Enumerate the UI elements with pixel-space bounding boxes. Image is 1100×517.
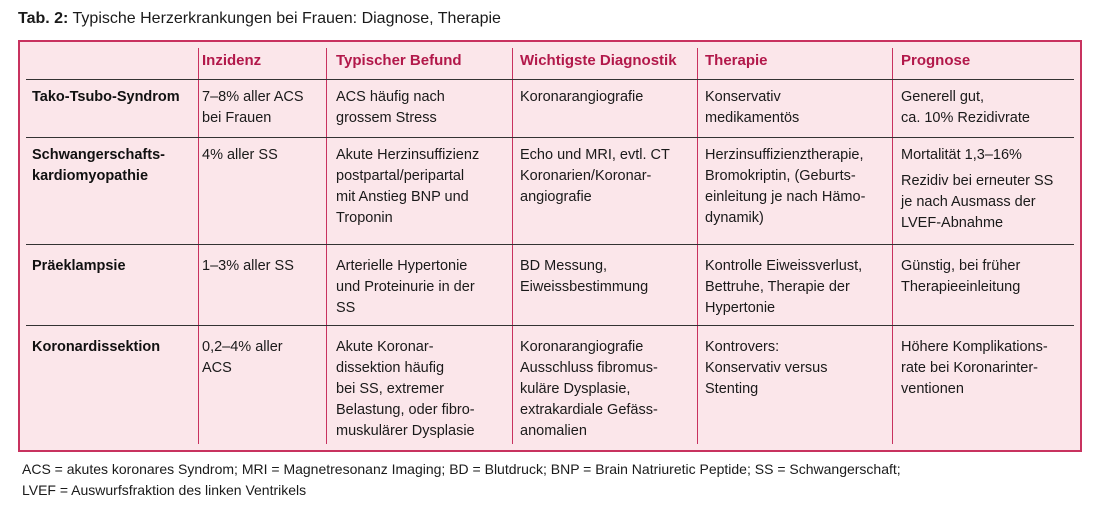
- cell-therapie-line: Kontrolle Eiweissverlust,: [705, 258, 863, 274]
- cell-diagnostik-line: Ausschluss fibromus-: [520, 360, 658, 376]
- cell-therapie-line: dynamik): [705, 210, 764, 226]
- cell-befund-line: grossem Stress: [336, 110, 437, 126]
- table-cell-diagnostik: [520, 87, 643, 108]
- cell-befund-line: bei SS, extremer: [336, 381, 444, 397]
- cell-prognose-line: LVEF-Abnahme: [901, 215, 1004, 231]
- table-caption: [18, 10, 501, 28]
- cell-inzidenz-line: 1–3% aller SS: [202, 258, 294, 274]
- cell-befund-line: Akute Koronar-: [336, 339, 434, 355]
- row-header: [32, 145, 165, 187]
- row-header: [32, 256, 126, 277]
- cell-befund-line: Akute Herzinsuffizienz: [336, 147, 480, 163]
- table-cell-therapie: [705, 145, 865, 229]
- cell-therapie-line: Konservativ: [705, 89, 781, 105]
- cell-befund-line: SS: [336, 300, 356, 316]
- table-cell-prognose: [901, 87, 1030, 129]
- table-caption-text: Typische Herzerkrankungen bei Frauen: Diagnose, Therapie: [72, 10, 501, 27]
- table-cell-befund: [336, 87, 445, 129]
- row-divider: [26, 325, 1074, 326]
- cell-prognose-line: Rezidiv bei erneuter SS: [901, 173, 1054, 189]
- table-cell-inzidenz: [202, 337, 283, 379]
- cell-therapie-line: Kontrovers:: [705, 339, 780, 355]
- cell-inzidenz-line: bei Frauen: [202, 110, 272, 126]
- cell-therapie-line: Bromokriptin, (Geburts-: [705, 168, 856, 184]
- cell-diagnostik-line: extrakardiale Gefäss-: [520, 402, 658, 418]
- row-divider: [26, 137, 1074, 138]
- table-footnote: [22, 459, 901, 501]
- cell-prognose-line: rate bei Koronarinter-: [901, 360, 1039, 376]
- table-cell-diagnostik: [520, 337, 658, 442]
- cell-diagnostik-line: angiografie: [520, 189, 592, 205]
- row-header-line: Schwangerschafts-: [32, 147, 165, 163]
- cell-befund-line: muskulärer Dysplasie: [336, 423, 475, 439]
- cell-befund-line: mit Anstieg BNP und: [336, 189, 469, 205]
- column-divider: [892, 48, 893, 444]
- column-header-therapie: Therapie: [705, 52, 768, 69]
- cell-therapie-line: Herzinsuffizienztherapie,: [705, 147, 864, 163]
- cell-diagnostik-line: Koronarangiografie: [520, 339, 644, 355]
- column-divider: [198, 48, 199, 444]
- cell-diagnostik-line: Eiweissbestimmung: [520, 279, 649, 295]
- column-header-diagnostik: Wichtigste Diagnostik: [520, 52, 677, 69]
- cell-diagnostik-line: Koronarangiografie: [520, 89, 644, 105]
- table-cell-befund: [336, 256, 475, 319]
- row-header: [32, 337, 160, 358]
- cell-befund-line: Arterielle Hypertonie: [336, 258, 468, 274]
- cell-therapie-line: Hypertonie: [705, 300, 776, 316]
- row-header-line: Tako-Tsubo-Syndrom: [32, 89, 180, 105]
- cell-prognose-line: je nach Ausmass der: [901, 194, 1036, 210]
- cell-prognose-line: ca. 10% Rezidivrate: [901, 110, 1030, 126]
- cell-befund-line: postpartal/peripartal: [336, 168, 465, 184]
- row-header-line: Koronardissektion: [32, 339, 161, 355]
- column-divider: [697, 48, 698, 444]
- table-cell-diagnostik: [520, 145, 670, 208]
- table-cell-prognose: [901, 256, 1020, 298]
- cell-diagnostik-line: Echo und MRI, evtl. CT: [520, 147, 670, 163]
- cell-therapie-line: einleitung je nach Hämo-: [705, 189, 866, 205]
- cell-therapie-line: Bettruhe, Therapie der: [705, 279, 850, 295]
- cell-prognose-line: Generell gut,: [901, 89, 985, 105]
- table-caption-label: Tab. 2:: [18, 10, 69, 27]
- cell-diagnostik-line: Koronarien/Koronar-: [520, 168, 652, 184]
- row-divider: [26, 244, 1074, 245]
- footnote-line: ACS = akutes koronares Syndrom; MRI = Magnetresonanz Imaging; BD = Blutdruck; BNP = Brain Natriuretic Peptide; SS = Schwangerschaft;: [22, 461, 901, 477]
- table-cell-diagnostik: [520, 256, 648, 298]
- cell-prognose-line: Günstig, bei früher: [901, 258, 1021, 274]
- table-cell-befund: [336, 145, 479, 229]
- column-header-inzidenz: Inzidenz: [202, 52, 262, 69]
- cell-befund-line: Belastung, oder fibro-: [336, 402, 475, 418]
- cell-prognose-line: Therapieeinleitung: [901, 279, 1021, 295]
- row-header-line: Präeklampsie: [32, 258, 126, 274]
- row-header-line: kardiomyopathie: [32, 168, 149, 184]
- cell-prognose-line: ventionen: [901, 381, 964, 397]
- cell-inzidenz-line: 4% aller SS: [202, 147, 278, 163]
- column-divider: [512, 48, 513, 444]
- row-header: [32, 87, 180, 108]
- header-divider: [26, 79, 1074, 80]
- table-cell-therapie: [705, 87, 799, 129]
- table-cell-prognose: [901, 145, 1053, 234]
- cell-diagnostik-line: BD Messung,: [520, 258, 608, 274]
- cell-inzidenz-line: 0,2–4% aller: [202, 339, 283, 355]
- cell-inzidenz-line: 7–8% aller ACS: [202, 89, 304, 105]
- cell-befund-line: Troponin: [336, 210, 393, 226]
- cell-therapie-line: medikamentös: [705, 110, 800, 126]
- cell-befund-line: und Proteinurie in der: [336, 279, 475, 295]
- cell-prognose-line: Höhere Komplikations-: [901, 339, 1048, 355]
- cell-inzidenz-line: ACS: [202, 360, 232, 376]
- column-header-befund: Typischer Befund: [336, 52, 462, 69]
- footnote-line: LVEF = Auswurfsfraktion des linken Ventrikels: [22, 482, 307, 498]
- table-cell-inzidenz: [202, 145, 278, 166]
- cell-befund-line: dissektion häufig: [336, 360, 445, 376]
- table-cell-therapie: [705, 256, 862, 319]
- table-cell-therapie: [705, 337, 828, 400]
- cell-therapie-line: Stenting: [705, 381, 759, 397]
- cell-befund-line: ACS häufig nach: [336, 89, 445, 105]
- table-cell-inzidenz: [202, 256, 294, 277]
- column-divider: [326, 48, 327, 444]
- cell-therapie-line: Konservativ versus: [705, 360, 828, 376]
- cell-diagnostik-line: kuläre Dysplasie,: [520, 381, 631, 397]
- table-cell-befund: [336, 337, 475, 442]
- table-cell-inzidenz: [202, 87, 304, 129]
- table: [18, 40, 1082, 452]
- cell-prognose-line: Mortalität 1,3–16%: [901, 147, 1022, 163]
- cell-diagnostik-line: anomalien: [520, 423, 587, 439]
- column-header-prognose: Prognose: [901, 52, 971, 69]
- table-cell-prognose: [901, 337, 1048, 400]
